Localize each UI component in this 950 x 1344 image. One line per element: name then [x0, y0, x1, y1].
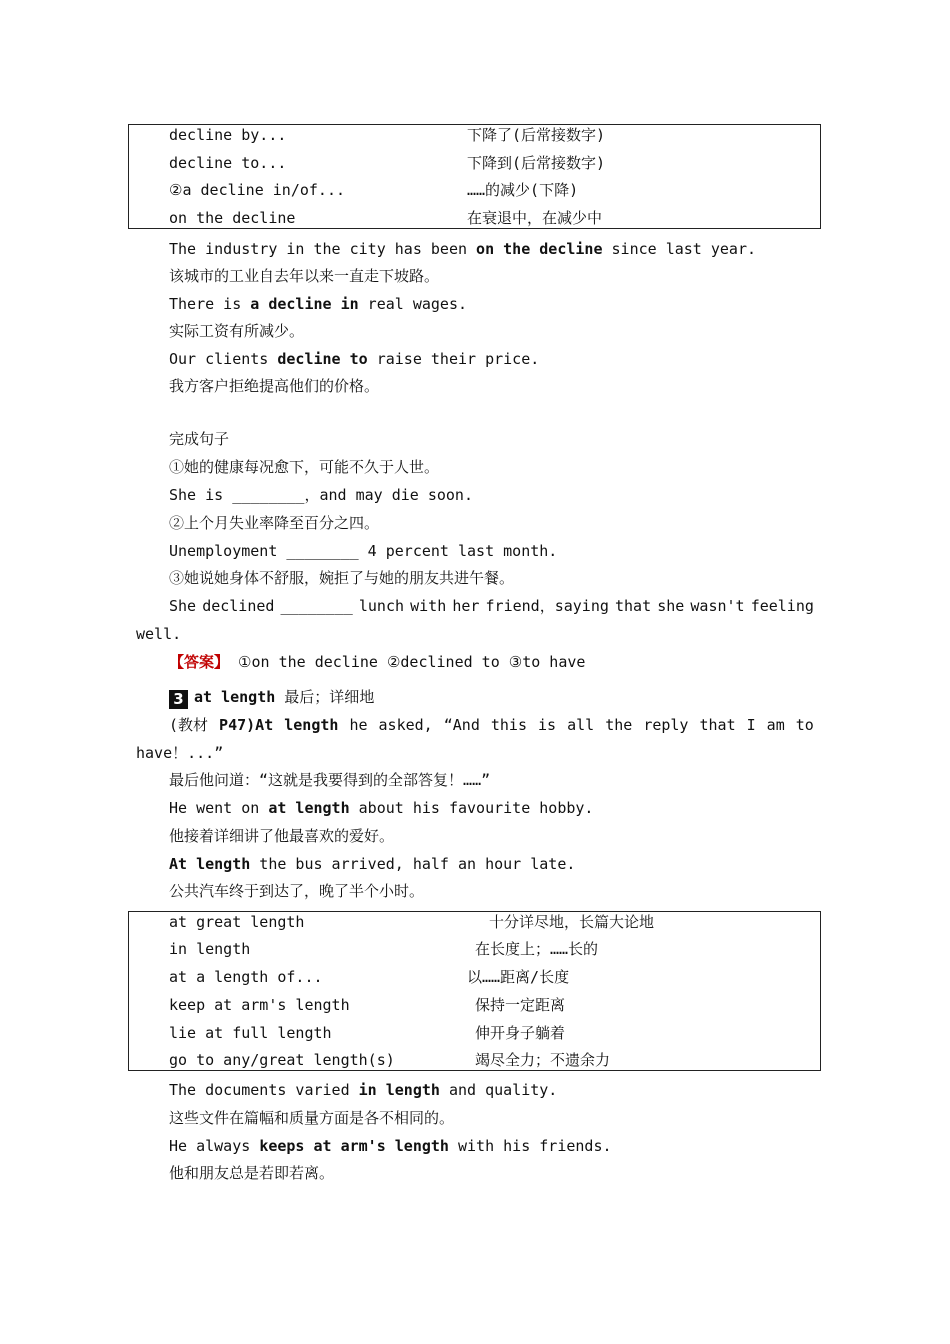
answer-label: 【答案】	[169, 653, 230, 671]
example-sentence: The industry in the city has been on the decline since last year.	[169, 240, 757, 258]
phrase-zh: 十分详尽地，长篇大论地	[489, 913, 655, 931]
phrase-table-decline	[128, 124, 821, 229]
section-number-badge: 3	[169, 690, 188, 709]
phrase-en: keep at arm's length	[169, 996, 350, 1014]
table-row	[129, 1020, 820, 1047]
phrase-zh: 保持一定距离	[475, 996, 566, 1014]
exercise-blank-sentence-continued: well.	[136, 625, 182, 643]
section-heading	[169, 684, 374, 711]
phrase-en: at a length of...	[169, 968, 323, 986]
example-translation: 这些文件在篇幅和质量方面是各不相同的。	[169, 1109, 455, 1127]
table-row	[129, 964, 820, 991]
phrase-zh: 在衰退中，在减少中	[467, 209, 603, 227]
phrase-table-length	[128, 911, 821, 1071]
exercise-question: ③她说她身体不舒服，婉拒了与她的朋友共进午餐。	[169, 569, 515, 587]
table-row	[129, 122, 820, 149]
example-translation: 公共汽车终于到达了，晚了半个小时。	[169, 882, 425, 900]
answer-text: ①on the decline ②declined to ③to have	[229, 653, 586, 671]
example-sentence: He went on at length about his favourite hobby.	[169, 799, 594, 817]
phrase-zh: 在长度上；……长的	[475, 940, 599, 958]
exercise-blank-sentence: She declined ________ lunch with her friend，saying that she wasn't feeling	[169, 597, 814, 615]
table-row	[129, 1047, 820, 1074]
section-title-zh: 最后；详细地	[275, 688, 375, 706]
example-translation: 最后他问道：“这就是我要得到的全部答复！……”	[169, 771, 491, 789]
section-title: at length	[194, 688, 276, 706]
phrase-en: decline by...	[169, 126, 287, 144]
phrase-en: lie at full length	[169, 1024, 332, 1042]
textbook-source-continued: have！...”	[136, 744, 224, 762]
answer-line	[169, 649, 585, 676]
phrase-zh: 下降到(后常接数字)	[467, 154, 606, 172]
phrase-zh: 以……距离/长度	[467, 968, 570, 986]
table-row	[129, 150, 820, 177]
exercise-blank-sentence: Unemployment ________ 4 percent last month.	[169, 542, 558, 560]
example-translation: 实际工资有所减少。	[169, 322, 305, 340]
example-sentence: Our clients decline to raise their price.	[169, 350, 540, 368]
phrase-en: ②a decline in/of...	[169, 181, 346, 199]
exercise-heading: 完成句子	[169, 430, 230, 448]
phrase-en: in length	[169, 940, 251, 958]
phrase-en: at great length	[169, 913, 305, 931]
table-row	[129, 909, 820, 936]
exercise-question: ①她的健康每况愈下，可能不久于人世。	[169, 458, 440, 476]
textbook-source-sentence: (教材 P47)At length he asked, “And this is all the reply that I am to	[169, 716, 814, 734]
example-sentence: The documents varied in length and quality.	[169, 1081, 558, 1099]
exercise-question: ②上个月失业率降至百分之四。	[169, 514, 380, 532]
example-sentence: There is a decline in real wages.	[169, 295, 468, 313]
table-row	[129, 992, 820, 1019]
example-translation: 我方客户拒绝提高他们的价格。	[169, 377, 380, 395]
phrase-en: decline to...	[169, 154, 287, 172]
table-row	[129, 936, 820, 963]
phrase-zh: 下降了(后常接数字)	[467, 126, 606, 144]
example-translation: 他接着详细讲了他最喜欢的爱好。	[169, 827, 395, 845]
phrase-zh: 竭尽全力；不遗余力	[475, 1051, 611, 1069]
example-translation: 该城市的工业自去年以来一直走下坡路。	[169, 267, 440, 285]
example-sentence: At length the bus arrived, half an hour late.	[169, 855, 576, 873]
table-row	[129, 205, 820, 232]
phrase-zh: ……的减少(下降)	[467, 181, 579, 199]
phrase-zh: 伸开身子躺着	[475, 1024, 566, 1042]
phrase-en: on the decline	[169, 209, 296, 227]
phrase-en: go to any/great length(s)	[169, 1051, 395, 1069]
exercise-blank-sentence: She is ________，and may die soon.	[169, 486, 473, 504]
table-row	[129, 177, 820, 204]
example-translation: 他和朋友总是若即若离。	[169, 1164, 335, 1182]
example-sentence: He always keeps at arm's length with his friends.	[169, 1137, 612, 1155]
